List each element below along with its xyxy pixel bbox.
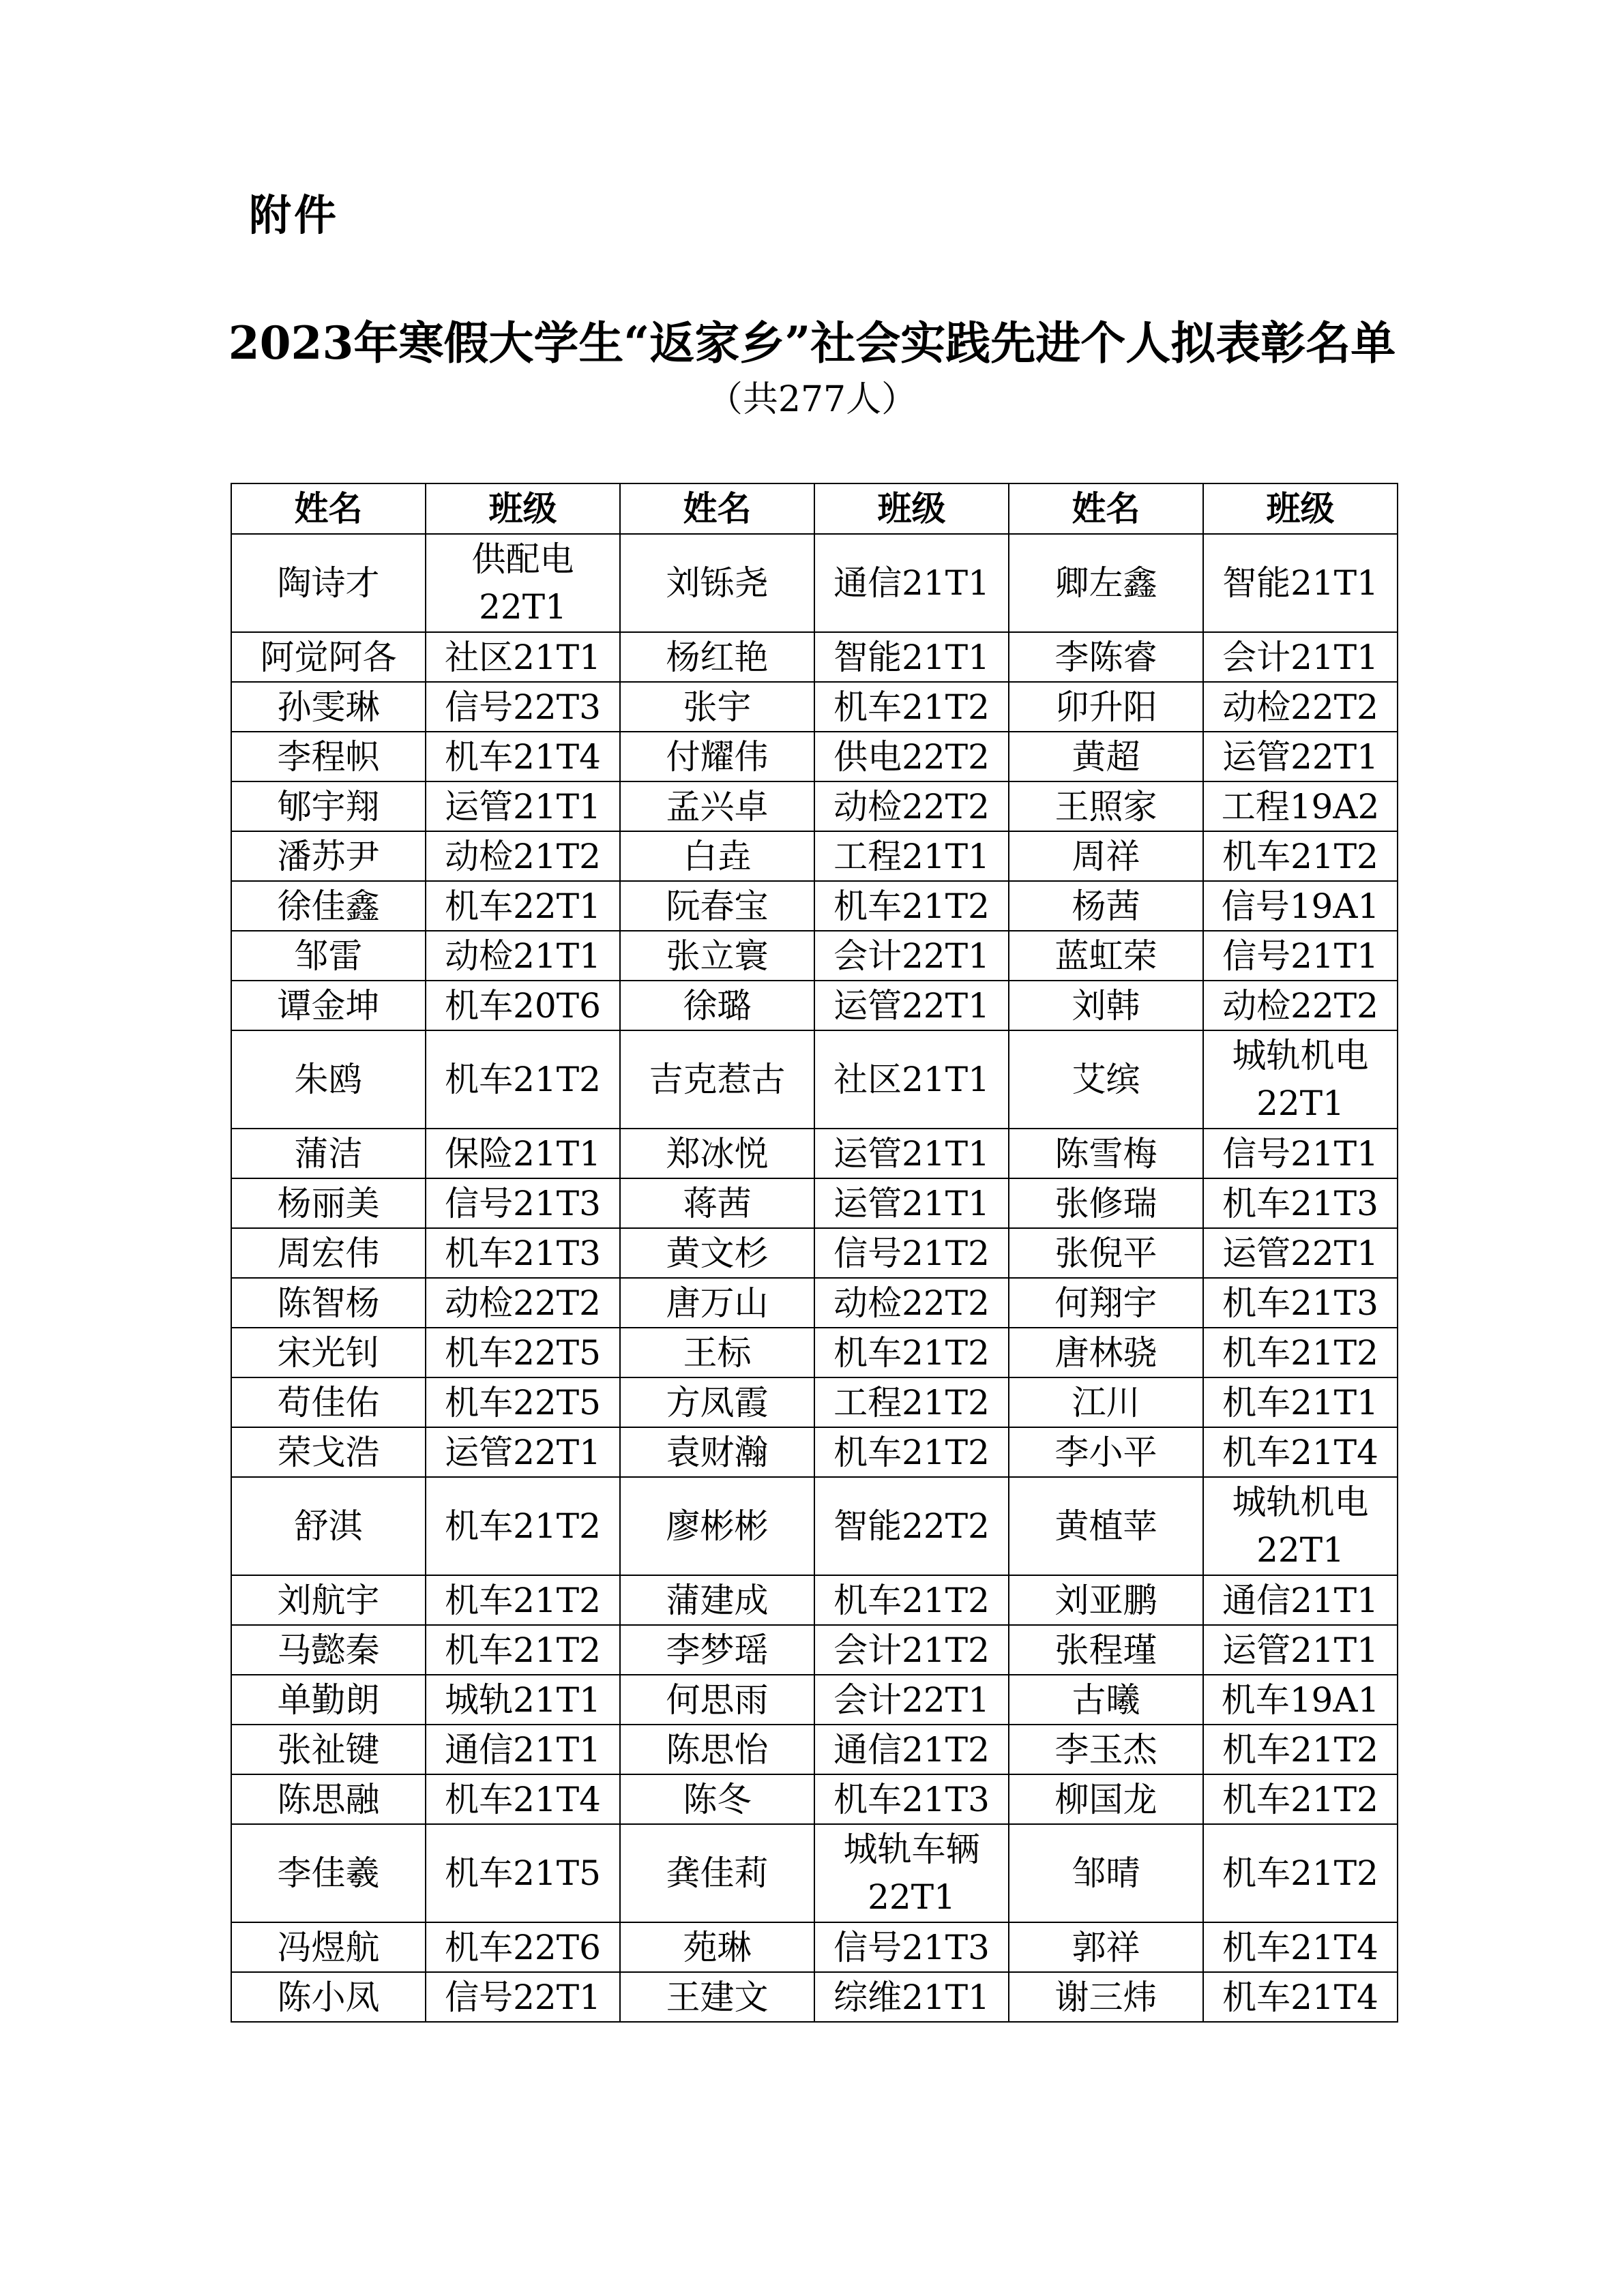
table-row <box>231 1129 1398 1178</box>
student-name-cell: 江川 <box>1009 1377 1203 1427</box>
student-name-cell: 蓝虹荣 <box>1009 931 1203 981</box>
student-name-cell: 李梦瑶 <box>620 1625 814 1675</box>
student-name-cell: 李陈睿 <box>1009 632 1203 682</box>
student-name-cell: 廖彬彬 <box>620 1477 814 1575</box>
student-name-cell: 何思雨 <box>620 1675 814 1725</box>
class-name-cell: 机车21T2 <box>814 1575 1009 1625</box>
class-name-cell: 机车21T2 <box>1203 1774 1398 1824</box>
student-name-cell: 杨红艳 <box>620 632 814 682</box>
header-name: 姓名 <box>620 483 814 534</box>
student-name-cell: 刘航宇 <box>231 1575 426 1625</box>
class-name-cell: 机车21T4 <box>1203 1922 1398 1972</box>
student-name-cell: 刘铄尧 <box>620 534 814 632</box>
document-subtitle: （共277人） <box>707 379 917 420</box>
student-name-cell: 陈思融 <box>231 1774 426 1824</box>
student-name-cell: 王建文 <box>620 1972 814 2022</box>
student-name-cell: 孙雯琳 <box>231 682 426 732</box>
class-name-cell: 会计22T1 <box>814 1675 1009 1725</box>
table-row <box>231 682 1398 732</box>
class-name-cell: 工程19A2 <box>1203 781 1398 831</box>
document-title: 2023年寒假大学生“返家乡”社会实践先进个人拟表彰名单 <box>228 316 1396 370</box>
class-name-cell: 动检22T2 <box>1203 682 1398 732</box>
student-name-cell: 谭金坤 <box>231 981 426 1030</box>
student-name-cell: 陶诗才 <box>231 534 426 632</box>
student-name-cell: 张倪平 <box>1009 1228 1203 1278</box>
class-name-cell: 机车22T5 <box>426 1377 620 1427</box>
class-name-cell: 信号22T1 <box>426 1972 620 2022</box>
student-name-cell: 方凤霞 <box>620 1377 814 1427</box>
student-name-cell: 王标 <box>620 1328 814 1377</box>
student-name-cell: 郇宇翔 <box>231 781 426 831</box>
table-row <box>231 1972 1398 2022</box>
student-name-cell: 刘亚鹏 <box>1009 1575 1203 1625</box>
class-name-cell: 通信21T2 <box>814 1725 1009 1774</box>
student-name-cell: 王照家 <box>1009 781 1203 831</box>
student-name-cell: 黄文杉 <box>620 1228 814 1278</box>
student-name-cell: 黄超 <box>1009 732 1203 781</box>
table-body <box>231 534 1398 2022</box>
table-row <box>231 1625 1398 1675</box>
student-name-cell: 张宇 <box>620 682 814 732</box>
class-name-cell: 机车21T2 <box>1203 1824 1398 1922</box>
class-name-cell: 机车21T2 <box>1203 831 1398 881</box>
class-name-cell: 机车21T2 <box>426 1030 620 1129</box>
header-class: 班级 <box>1203 483 1398 534</box>
student-name-cell: 郑冰悦 <box>620 1129 814 1178</box>
header-class: 班级 <box>814 483 1009 534</box>
student-name-cell: 邹雷 <box>231 931 426 981</box>
class-name-cell: 社区21T1 <box>814 1030 1009 1129</box>
student-name-cell: 陈思怡 <box>620 1725 814 1774</box>
honoree-table <box>231 483 1398 2023</box>
table-row <box>231 1178 1398 1228</box>
header-class: 班级 <box>426 483 620 534</box>
class-name-cell: 综维21T1 <box>814 1972 1009 2022</box>
attachment-label: 附件 <box>249 190 340 240</box>
student-name-cell: 李佳羲 <box>231 1824 426 1922</box>
class-name-cell: 运管22T1 <box>1203 1228 1398 1278</box>
class-name-cell: 机车21T5 <box>426 1824 620 1922</box>
class-name-cell: 机车21T2 <box>814 881 1009 931</box>
class-name-cell: 会计21T1 <box>1203 632 1398 682</box>
student-name-cell: 单勤朗 <box>231 1675 426 1725</box>
class-name-cell: 机车21T1 <box>1203 1377 1398 1427</box>
class-name-cell: 社区21T1 <box>426 632 620 682</box>
class-name-cell: 机车21T2 <box>814 1427 1009 1477</box>
student-name-cell: 孟兴卓 <box>620 781 814 831</box>
student-name-cell: 周宏伟 <box>231 1228 426 1278</box>
student-name-cell: 张修瑞 <box>1009 1178 1203 1228</box>
class-name-cell: 通信21T1 <box>814 534 1009 632</box>
student-name-cell: 宋光钊 <box>231 1328 426 1377</box>
student-name-cell: 蒋茜 <box>620 1178 814 1228</box>
class-name-cell: 机车21T3 <box>426 1228 620 1278</box>
student-name-cell: 古曦 <box>1009 1675 1203 1725</box>
class-name-cell: 动检21T2 <box>426 831 620 881</box>
student-name-cell: 阮春宝 <box>620 881 814 931</box>
table-row <box>231 781 1398 831</box>
class-name-cell: 机车21T4 <box>426 732 620 781</box>
table-row <box>231 1030 1398 1129</box>
class-name-cell: 信号21T1 <box>1203 1129 1398 1178</box>
student-name-cell: 卯升阳 <box>1009 682 1203 732</box>
student-name-cell: 潘苏尹 <box>231 831 426 881</box>
class-name-cell: 机车21T3 <box>1203 1278 1398 1328</box>
class-name-cell: 动检22T2 <box>814 1278 1009 1328</box>
student-name-cell: 唐万山 <box>620 1278 814 1328</box>
class-name-cell: 机车21T4 <box>426 1774 620 1824</box>
table-row <box>231 1774 1398 1824</box>
class-name-cell: 运管22T1 <box>1203 732 1398 781</box>
student-name-cell: 唐林骁 <box>1009 1328 1203 1377</box>
class-name-cell: 信号22T3 <box>426 682 620 732</box>
class-name-cell: 机车21T2 <box>426 1477 620 1575</box>
class-name-cell: 工程21T1 <box>814 831 1009 881</box>
student-name-cell: 陈小凤 <box>231 1972 426 2022</box>
class-name-cell: 会计22T1 <box>814 931 1009 981</box>
table-row <box>231 1922 1398 1972</box>
table-row <box>231 1228 1398 1278</box>
class-name-cell: 保险21T1 <box>426 1129 620 1178</box>
class-name-cell: 信号21T3 <box>814 1922 1009 1972</box>
student-name-cell: 张立寰 <box>620 931 814 981</box>
student-name-cell: 张祉键 <box>231 1725 426 1774</box>
table-row <box>231 831 1398 881</box>
class-name-cell: 供配电22T1 <box>426 534 620 632</box>
class-name-cell: 智能22T2 <box>814 1477 1009 1575</box>
class-name-cell: 机车21T4 <box>1203 1972 1398 2022</box>
table-row <box>231 1725 1398 1774</box>
class-name-cell: 机车22T1 <box>426 881 620 931</box>
class-name-cell: 信号21T3 <box>426 1178 620 1228</box>
student-name-cell: 付耀伟 <box>620 732 814 781</box>
class-name-cell: 机车21T3 <box>814 1774 1009 1824</box>
student-name-cell: 谢三炜 <box>1009 1972 1203 2022</box>
table-row <box>231 632 1398 682</box>
class-name-cell: 动检22T2 <box>1203 981 1398 1030</box>
student-name-cell: 朱鸥 <box>231 1030 426 1129</box>
class-name-cell: 城轨机电22T1 <box>1203 1030 1398 1129</box>
class-name-cell: 运管21T1 <box>1203 1625 1398 1675</box>
class-name-cell: 动检21T1 <box>426 931 620 981</box>
class-name-cell: 机车21T2 <box>814 682 1009 732</box>
class-name-cell: 信号21T2 <box>814 1228 1009 1278</box>
class-name-cell: 机车21T2 <box>814 1328 1009 1377</box>
student-name-cell: 张程瑾 <box>1009 1625 1203 1675</box>
student-name-cell: 杨茜 <box>1009 881 1203 931</box>
class-name-cell: 运管21T1 <box>814 1178 1009 1228</box>
class-name-cell: 通信21T1 <box>1203 1575 1398 1625</box>
student-name-cell: 冯煜航 <box>231 1922 426 1972</box>
table-row <box>231 1824 1398 1922</box>
student-name-cell: 阿觉阿各 <box>231 632 426 682</box>
class-name-cell: 会计21T2 <box>814 1625 1009 1675</box>
student-name-cell: 周祥 <box>1009 831 1203 881</box>
class-name-cell: 运管22T1 <box>426 1427 620 1477</box>
student-name-cell: 马懿秦 <box>231 1625 426 1675</box>
student-name-cell: 柳国龙 <box>1009 1774 1203 1824</box>
student-name-cell: 徐璐 <box>620 981 814 1030</box>
student-name-cell: 吉克惹古 <box>620 1030 814 1129</box>
table-row <box>231 931 1398 981</box>
student-name-cell: 杨丽美 <box>231 1178 426 1228</box>
student-name-cell: 舒淇 <box>231 1477 426 1575</box>
student-name-cell: 郭祥 <box>1009 1922 1203 1972</box>
table-row <box>231 1328 1398 1377</box>
student-name-cell: 陈冬 <box>620 1774 814 1824</box>
table-row <box>231 981 1398 1030</box>
class-name-cell: 供电22T2 <box>814 732 1009 781</box>
class-name-cell: 工程21T2 <box>814 1377 1009 1427</box>
table-row <box>231 732 1398 781</box>
class-name-cell: 机车22T6 <box>426 1922 620 1972</box>
class-name-cell: 运管22T1 <box>814 981 1009 1030</box>
table-row <box>231 1675 1398 1725</box>
class-name-cell: 机车21T3 <box>1203 1178 1398 1228</box>
header-name: 姓名 <box>231 483 426 534</box>
class-name-cell: 动检22T2 <box>426 1278 620 1328</box>
class-name-cell: 机车20T6 <box>426 981 620 1030</box>
class-name-cell: 运管21T1 <box>426 781 620 831</box>
student-name-cell: 李玉杰 <box>1009 1725 1203 1774</box>
class-name-cell: 机车22T5 <box>426 1328 620 1377</box>
student-name-cell: 艾缤 <box>1009 1030 1203 1129</box>
table-row <box>231 1377 1398 1427</box>
student-name-cell: 何翔宇 <box>1009 1278 1203 1328</box>
student-name-cell: 刘韩 <box>1009 981 1203 1030</box>
class-name-cell: 通信21T1 <box>426 1725 620 1774</box>
class-name-cell: 动检22T2 <box>814 781 1009 831</box>
class-name-cell: 机车21T2 <box>426 1575 620 1625</box>
table-row <box>231 1477 1398 1575</box>
student-name-cell: 陈智杨 <box>231 1278 426 1328</box>
class-name-cell: 信号21T1 <box>1203 931 1398 981</box>
class-name-cell: 机车21T2 <box>426 1625 620 1675</box>
student-name-cell: 袁财瀚 <box>620 1427 814 1477</box>
class-name-cell: 智能21T1 <box>814 632 1009 682</box>
class-name-cell: 运管21T1 <box>814 1129 1009 1178</box>
student-name-cell: 苟佳佑 <box>231 1377 426 1427</box>
student-name-cell: 邹晴 <box>1009 1824 1203 1922</box>
class-name-cell: 智能21T1 <box>1203 534 1398 632</box>
student-name-cell: 蒲建成 <box>620 1575 814 1625</box>
student-name-cell: 龚佳莉 <box>620 1824 814 1922</box>
student-name-cell: 荣戈浩 <box>231 1427 426 1477</box>
class-name-cell: 城轨21T1 <box>426 1675 620 1725</box>
student-name-cell: 黄植苹 <box>1009 1477 1203 1575</box>
header-name: 姓名 <box>1009 483 1203 534</box>
student-name-cell: 苑琳 <box>620 1922 814 1972</box>
class-name-cell: 城轨车辆22T1 <box>814 1824 1009 1922</box>
student-name-cell: 李小平 <box>1009 1427 1203 1477</box>
student-name-cell: 陈雪梅 <box>1009 1129 1203 1178</box>
student-name-cell: 卿左鑫 <box>1009 534 1203 632</box>
class-name-cell: 机车21T4 <box>1203 1427 1398 1477</box>
class-name-cell: 城轨机电22T1 <box>1203 1477 1398 1575</box>
class-name-cell: 机车19A1 <box>1203 1675 1398 1725</box>
table-row <box>231 1575 1398 1625</box>
student-name-cell: 白垚 <box>620 831 814 881</box>
table-row <box>231 881 1398 931</box>
class-name-cell: 机车21T2 <box>1203 1725 1398 1774</box>
student-name-cell: 李程帜 <box>231 732 426 781</box>
class-name-cell: 信号19A1 <box>1203 881 1398 931</box>
student-name-cell: 徐佳鑫 <box>231 881 426 931</box>
table-row <box>231 1427 1398 1477</box>
student-name-cell: 蒲洁 <box>231 1129 426 1178</box>
class-name-cell: 机车21T2 <box>1203 1328 1398 1377</box>
table-row <box>231 534 1398 632</box>
table-header-row <box>231 483 1398 534</box>
table-row <box>231 1278 1398 1328</box>
